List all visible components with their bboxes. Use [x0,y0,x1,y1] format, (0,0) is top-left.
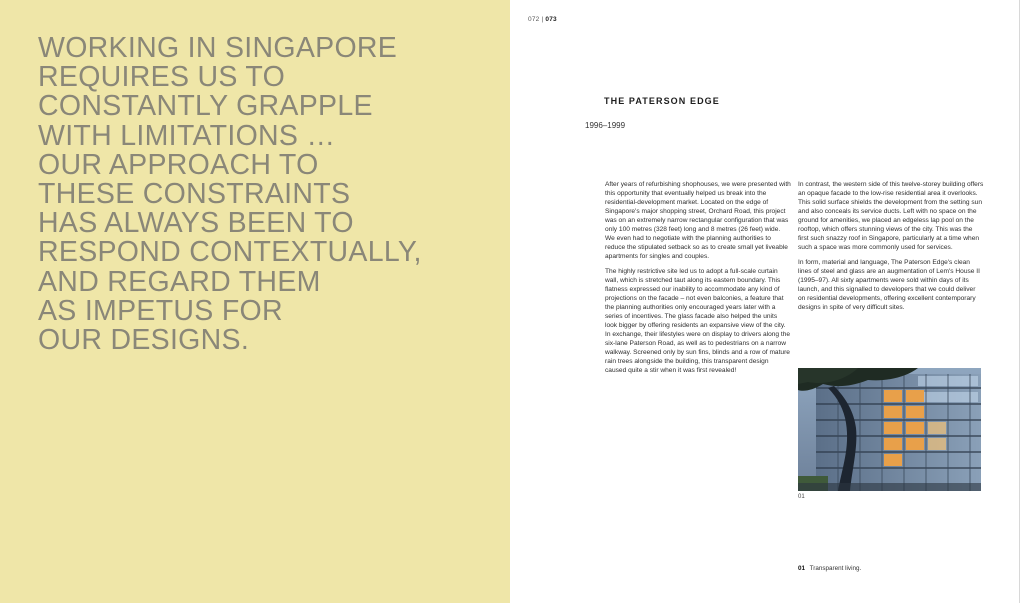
quote-line: WITH LIMITATIONS … [38,119,336,152]
quote-line: OUR APPROACH TO [38,148,319,181]
quote-line: AS IMPETUS FOR [38,294,283,327]
project-title: THE PATERSON EDGE [604,96,720,106]
body-column-left [605,181,791,382]
folio-separator: | [541,16,544,23]
quote-line: THESE CONSTRAINTS [38,178,351,211]
building-photo [798,368,981,491]
body-paragraph: The highly restrictive site led us to adopt a full-scale curtain wall, which is stretched taut along its eastern boundary. This flatness expressed our inability to accommodate any kind of projections on the facade – not even balconies, a feature that the planning authorities only encouraged years later with a series of incentives. The glass facade also helped the units look bigger by offering residents an expansive view of the city. In exchange, their lifestyles were on display to drivers along the six-lane Paterson Road, as well as to pedestrians on a narrow walkway. Screened only by sun fins, blinds and a row of mature rain trees alongside the building, this transparent design caused quite a stir when it was first revealed! [605,268,791,374]
body-paragraph: After years of refurbishing shophouses, we were presented with this opportunity that eventually helped us break into the residential-development market. Located on the edge of Singapore's major shopping street, Orchard Road, this project was on an extremely narrow rectangular configuration that was only 100 metres (328 feet) long and 8 metres (26 feet) wide. We even had to negotiate with the planning authorities to reduce the stipulated setback so as to create small yet liveable apartments for singles and couples. [605,181,791,260]
page-folio [528,16,557,23]
quote-line: HAS ALWAYS BEEN TO [38,207,354,240]
project-years: 1996–1999 [585,121,626,130]
caption-text: Transparent living. [809,565,862,572]
folio-prev: 072 [528,16,540,23]
body-column-right [798,181,984,319]
body-paragraph: In form, material and language, The Paterson Edge's clean lines of steel and glass are an augmentation of Lem's House II (1995–97). All sixty apartments were sold within days of its launch, and this signalled to developers that we could deliver on residential developments, offering excellent contemporary designs in spite of very difficult sites. [798,259,980,311]
folio-current: 073 [545,16,557,23]
quote-line: RESPOND CONTEXTUALLY, [38,236,422,269]
building-photo-illustration [798,368,981,491]
body-paragraph: In contrast, the western side of this twelve-storey building offers an opaque facade to the low-rise residential area it overlooks. This solid surface shields the development from the setting sun and also conceals its service ducts. Left with no space on the ground for amenities, we placed an edgeless lap pool on the rooftop, which offers stunning views of the city. This was the first such snazzy roof in Singapore, particularly at a time when such a space was more commonly used for services. [798,181,984,251]
right-page [510,0,1020,603]
quote-line: REQUIRES US TO [38,61,286,94]
quote-line: WORKING IN SINGAPORE [38,32,398,64]
pull-quote [38,34,498,355]
caption-number: 01 [798,565,806,572]
photo-number: 01 [798,494,805,500]
quote-line: OUR DESIGNS. [38,324,250,357]
quote-line: CONSTANTLY GRAPPLE [38,90,373,123]
photo-caption [798,565,861,572]
quote-line: AND REGARD THEM [38,265,321,298]
